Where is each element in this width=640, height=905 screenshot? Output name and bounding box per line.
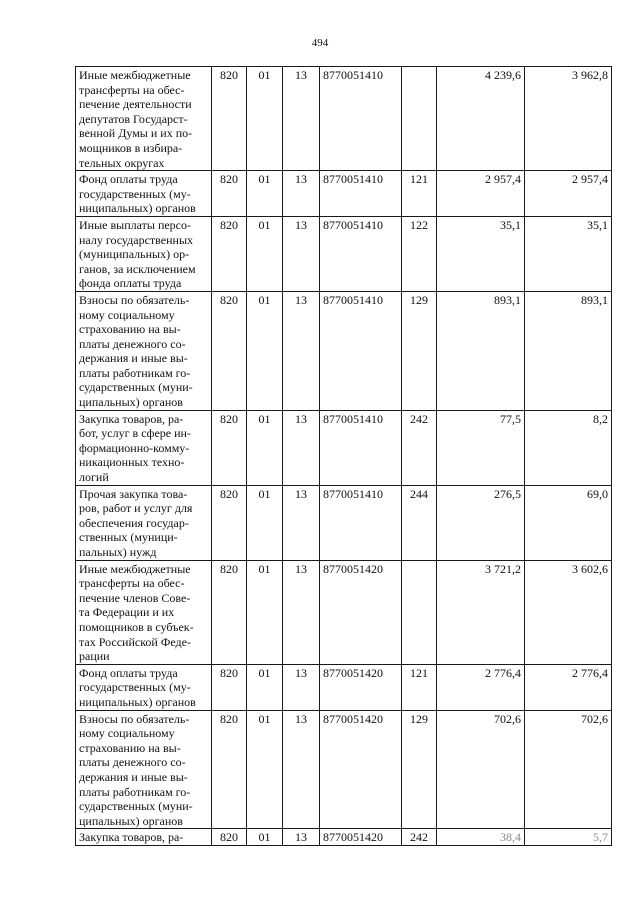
cell-name-line: ров, работ и услуг для xyxy=(79,501,193,516)
cell-name-line: налу государственных xyxy=(79,232,194,247)
cell-csr: 8770051420 xyxy=(320,560,402,664)
cell-csr: 8770051420 xyxy=(320,710,402,829)
cell-gr: 820 xyxy=(212,664,247,710)
cell-gr: 820 xyxy=(212,560,247,664)
cell-name-line: Взносы по обязатель- xyxy=(79,711,190,726)
cell-name-line: сударственных (муни- xyxy=(79,799,193,814)
cell-name-line: держания и иные вы- xyxy=(79,769,188,784)
cell-vr: 242 xyxy=(402,829,437,846)
cell-pr: 13 xyxy=(283,67,320,171)
cell-name-line: венной Думы и их по- xyxy=(79,126,193,141)
cell-name-line: ниципальных) органов xyxy=(79,201,196,216)
cell-name-line: (муниципальных) ор- xyxy=(79,247,190,262)
cell-name-line: Взносы по обязатель- xyxy=(79,292,190,307)
cell-name-line: бот, услуг в сфере ин- xyxy=(79,426,191,441)
cell-name xyxy=(76,291,212,410)
cell-name-line: государственных (му- xyxy=(79,186,191,201)
cell-gr: 820 xyxy=(212,710,247,829)
table-row xyxy=(76,485,612,560)
cell-name-line: фонда оплаты труда xyxy=(79,276,182,291)
cell-csr: 8770051410 xyxy=(320,67,402,171)
cell-sum2: 893,1 xyxy=(525,291,612,410)
table-body xyxy=(76,67,612,846)
cell-name-line: тельных округах xyxy=(79,155,165,170)
cell-sum1: 4 239,6 xyxy=(437,67,525,171)
cell-name-line: мощников в избира- xyxy=(79,140,183,155)
cell-rz: 01 xyxy=(247,664,283,710)
cell-name-line: трансферты на обес- xyxy=(79,576,185,591)
cell-gr: 820 xyxy=(212,216,247,291)
cell-vr: 121 xyxy=(402,171,437,217)
cell-vr: 244 xyxy=(402,485,437,560)
cell-pr: 13 xyxy=(283,485,320,560)
page-number: 494 xyxy=(311,37,329,49)
cell-gr: 820 xyxy=(212,171,247,217)
cell-pr: 13 xyxy=(283,664,320,710)
cell-name-line: Фонд оплаты труда xyxy=(79,172,178,187)
cell-vr: 122 xyxy=(402,216,437,291)
cell-name-line: рации xyxy=(79,649,110,664)
cell-name xyxy=(76,829,212,846)
cell-name-line: Фонд оплаты труда xyxy=(79,665,178,680)
cell-csr: 8770051410 xyxy=(320,485,402,560)
cell-name xyxy=(76,216,212,291)
cell-name-line: обеспечения государ- xyxy=(79,515,189,530)
cell-sum2: 3 962,8 xyxy=(525,67,612,171)
cell-csr: 8770051410 xyxy=(320,171,402,217)
cell-pr: 13 xyxy=(283,216,320,291)
cell-name-line: помощников в субъек- xyxy=(79,619,194,634)
cell-csr: 8770051420 xyxy=(320,664,402,710)
cell-sum1: 2 776,4 xyxy=(437,664,525,710)
cell-name-line: ципальных) органов xyxy=(79,813,183,828)
cell-pr: 13 xyxy=(283,291,320,410)
cell-name xyxy=(76,67,212,171)
table-row xyxy=(76,560,612,664)
cell-sum2: 2 957,4 xyxy=(525,171,612,217)
cell-name-line: Прочая закупка това- xyxy=(79,486,188,501)
cell-name-line: Иные межбюджетные xyxy=(79,561,191,576)
cell-sum1: 893,1 xyxy=(437,291,525,410)
cell-name-line: тах Российской Феде- xyxy=(79,634,191,649)
cell-rz: 01 xyxy=(247,171,283,217)
cell-pr: 13 xyxy=(283,560,320,664)
cell-csr: 8770051410 xyxy=(320,410,402,485)
cell-name-line: страхованию на вы- xyxy=(79,322,181,337)
cell-name xyxy=(76,710,212,829)
cell-sum1: 702,6 xyxy=(437,710,525,829)
table-row xyxy=(76,710,612,829)
cell-name-line: никационных техно- xyxy=(79,455,185,470)
cell-name-line: ганов, за исключением xyxy=(79,261,196,276)
cell-sum1: 276,5 xyxy=(437,485,525,560)
cell-name-line: платы работникам го- xyxy=(79,365,191,380)
cell-csr: 8770051410 xyxy=(320,216,402,291)
cell-sum1: 2 957,4 xyxy=(437,171,525,217)
table-row xyxy=(76,664,612,710)
cell-sum1: 35,1 xyxy=(437,216,525,291)
cell-name-line: держания и иные вы- xyxy=(79,351,188,366)
cell-name-line: Иные выплаты персо- xyxy=(79,217,192,232)
cell-sum1: 77,5 xyxy=(437,410,525,485)
cell-name-line: депутатов Государст- xyxy=(79,111,188,126)
cell-rz: 01 xyxy=(247,410,283,485)
table-row xyxy=(76,67,612,171)
cell-name xyxy=(76,664,212,710)
table-row xyxy=(76,171,612,217)
cell-sum2: 3 602,6 xyxy=(525,560,612,664)
cell-name-line: трансферты на обес- xyxy=(79,82,185,97)
cell-pr: 13 xyxy=(283,410,320,485)
cell-rz: 01 xyxy=(247,829,283,846)
cell-name-line: печение членов Сове- xyxy=(79,590,191,605)
cell-rz: 01 xyxy=(247,291,283,410)
cell-name-line: формационно-комму- xyxy=(79,440,190,455)
cell-vr xyxy=(402,560,437,664)
budget-table xyxy=(75,66,612,846)
cell-vr: 121 xyxy=(402,664,437,710)
cell-sum2: 35,1 xyxy=(525,216,612,291)
table-row xyxy=(76,410,612,485)
cell-name-line: ниципальных) органов xyxy=(79,694,196,709)
cell-name-line: платы денежного со- xyxy=(79,755,186,770)
cell-vr xyxy=(402,67,437,171)
cell-name-line: та Федерации и их xyxy=(79,605,175,620)
cell-name-line: логий xyxy=(79,470,109,485)
cell-name-line: ному социальному xyxy=(79,307,175,322)
cell-sum2: 702,6 xyxy=(525,710,612,829)
cell-name-line: пальных) нужд xyxy=(79,545,157,559)
cell-sum2: 5,7 xyxy=(525,829,612,846)
cell-sum2: 8,2 xyxy=(525,410,612,485)
cell-csr: 8770051410 xyxy=(320,291,402,410)
cell-name-line: печение деятельности xyxy=(79,97,192,112)
cell-name-line: платы работникам го- xyxy=(79,784,191,799)
cell-sum2: 2 776,4 xyxy=(525,664,612,710)
cell-rz: 01 xyxy=(247,560,283,664)
table-row xyxy=(76,216,612,291)
cell-pr: 13 xyxy=(283,171,320,217)
cell-name xyxy=(76,485,212,560)
cell-vr: 129 xyxy=(402,710,437,829)
cell-gr: 820 xyxy=(212,829,247,846)
cell-csr: 8770051420 xyxy=(320,829,402,846)
cell-name-line: государственных (му- xyxy=(79,680,191,695)
cell-gr: 820 xyxy=(212,291,247,410)
cell-rz: 01 xyxy=(247,710,283,829)
cell-vr: 242 xyxy=(402,410,437,485)
cell-rz: 01 xyxy=(247,67,283,171)
cell-sum1: 38,4 xyxy=(437,829,525,846)
cell-pr: 13 xyxy=(283,829,320,846)
cell-name-line: ственных (муници- xyxy=(79,530,178,545)
cell-name-line: ному социальному xyxy=(79,726,175,741)
cell-name-line: ципальных) органов xyxy=(79,395,183,410)
cell-name-line: страхованию на вы- xyxy=(79,740,181,755)
cell-name-line: платы денежного со- xyxy=(79,336,186,351)
cell-vr: 129 xyxy=(402,291,437,410)
cell-rz: 01 xyxy=(247,216,283,291)
cell-pr: 13 xyxy=(283,710,320,829)
cell-sum1: 3 721,2 xyxy=(437,560,525,664)
cell-name xyxy=(76,560,212,664)
cell-name-line: Иные межбюджетные xyxy=(79,68,191,82)
cell-name-line: Закупка товаров, ра- xyxy=(79,411,184,426)
cell-rz: 01 xyxy=(247,485,283,560)
cell-gr: 820 xyxy=(212,67,247,171)
table-row xyxy=(76,291,612,410)
cell-name xyxy=(76,410,212,485)
cell-name xyxy=(76,171,212,217)
cell-sum2: 69,0 xyxy=(525,485,612,560)
table-row xyxy=(76,829,612,846)
cell-gr: 820 xyxy=(212,410,247,485)
cell-name-line: Закупка товаров, ра- xyxy=(79,830,184,845)
cell-gr: 820 xyxy=(212,485,247,560)
cell-name-line: сударственных (муни- xyxy=(79,380,193,395)
